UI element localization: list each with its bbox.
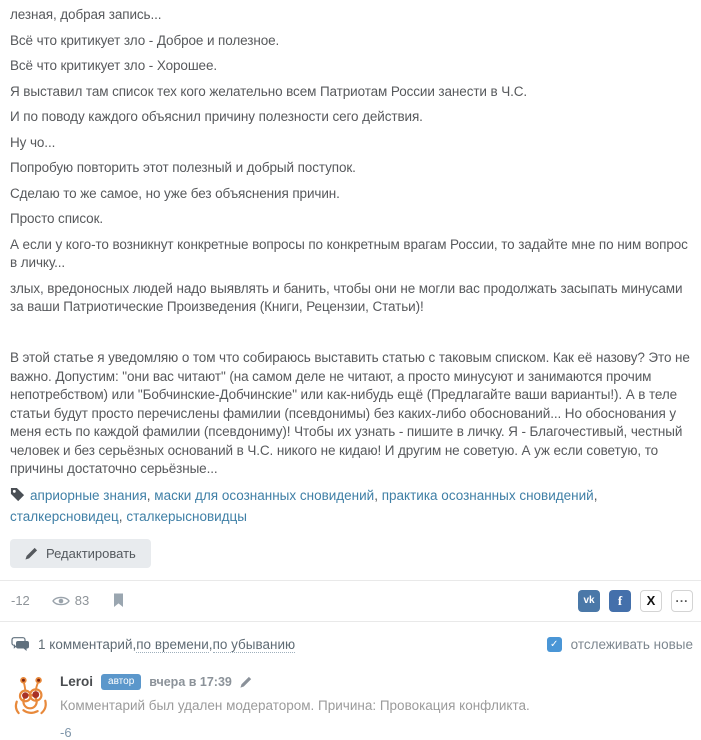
comments-header [0,622,701,668]
tags-links: априорные знания, маски для осознанных сновидений, практика осознанных сновидений, сталкерсновидец, сталкерысновидцы [10,487,598,524]
tag-link[interactable]: сталкерсновидец [10,508,119,524]
pencil-icon [25,547,38,560]
post-paragraph: Просто список. [10,211,104,226]
comment-text: Комментарий был удален модератором. Причина: Провокация конфликта. [60,697,530,713]
comments-header-separator: , [208,637,213,652]
post-stats-bar [0,580,701,622]
comments-header-separator: , [132,637,137,652]
post-paragraph [10,324,691,343]
post-paragraph: Сделаю то же самое, но уже без объяснения причин. [10,185,340,201]
post-paragraph: И по поводу каждого объяснил причину полезности сего действия. [10,109,423,124]
edit-post-button[interactable] [10,539,151,568]
follow-new-label: отслеживать новые [570,637,693,652]
post-body [10,6,691,479]
comment-item [0,668,701,740]
comment-body [60,674,530,740]
tag-icon [10,487,25,507]
sort-descending-link[interactable]: по убыванию [212,636,296,652]
post-paragraph: лезная, добрая запись... [10,7,162,22]
share-buttons [578,590,693,612]
comment-timestamp: вчера в 17:39 [149,674,232,689]
author-badge: автор [101,674,141,690]
sort-by-time-link[interactable]: по времени [136,636,209,652]
user-avatar[interactable] [12,674,50,716]
views-counter [52,593,89,608]
share-x-button[interactable]: X [640,590,662,612]
views-count: 83 [74,593,90,608]
tag-link[interactable]: практика осознанных сновидений [381,487,594,503]
post-paragraph: злых, вредоносных людей надо выявлять и банить, чтобы они не могли вас продолжать засыпать минусами за ваши Патриотические Произведения (Книги, Рецензии, Статьи)! [10,280,683,314]
post-paragraph: Я выставил там список тех кого желательно всем Патриотам России занести в Ч.С. [10,83,528,99]
tag-link[interactable]: сталкерысновидцы [126,508,247,524]
tag-link[interactable]: априорные знания [30,487,147,503]
post-paragraph: Всё что критикует зло - Хорошее. [10,58,218,73]
tag-link[interactable]: маски для осознанных сновидений [154,487,375,503]
follow-new-toggle [547,637,693,652]
comment-edit-pencil-icon[interactable] [240,676,252,688]
bookmark-icon[interactable] [113,593,124,608]
post-paragraph: А если у кого-то возникнут конкретные вопросы по конкретным врагам России, то задайте мне по ним вопрос в личку... [10,236,688,270]
post-paragraph: Всё что критикует зло - Доброе и полезное. [10,32,280,48]
post-paragraph: В этой статье я уведомляю о том что собираюсь выставить статью с таковым списком. Как её назову? Это не важно. Допустим: "они вас читают" (на самом деле не читают, а просто минусуют и занимаются прочим непотребством) или "Бобчинские-Добчинские" или как-нибудь ещё (Предлагайте ваши варианты!). А в теле статьи будут просто перечислены фамилии (псевдонимы) без каких-либо обоснований... Но обоснования у меня есть по каждой фамилии (псевдониму)! Чтобы их узнать - пишите в личку. Я - Благочестивый, честный человек и без серьёзных оснований в Ч.С. никого не кидаю! И другим не советую. А уж если советую, то причины достаточно серьёзные... [10,350,690,476]
comments-icon [11,637,30,652]
follow-new-checkbox[interactable]: ✓ [547,637,562,652]
comments-count: 1 комментарий [38,637,133,652]
post-paragraph: Ну чо... [10,134,56,150]
post-rating: -12 [11,593,30,608]
comment-rating: -6 [60,724,72,740]
comment-author[interactable]: Leroi [60,674,94,689]
share-vk-button[interactable]: vk [578,590,600,612]
share-more-button[interactable]: ... [671,590,693,612]
share-facebook-button[interactable]: f [609,590,631,612]
post-paragraph: Попробую повторить этот полезный и добрый поступок. [10,160,356,175]
edit-post-label: Редактировать [46,545,136,561]
tags-row [10,486,691,526]
eye-icon [52,595,70,607]
